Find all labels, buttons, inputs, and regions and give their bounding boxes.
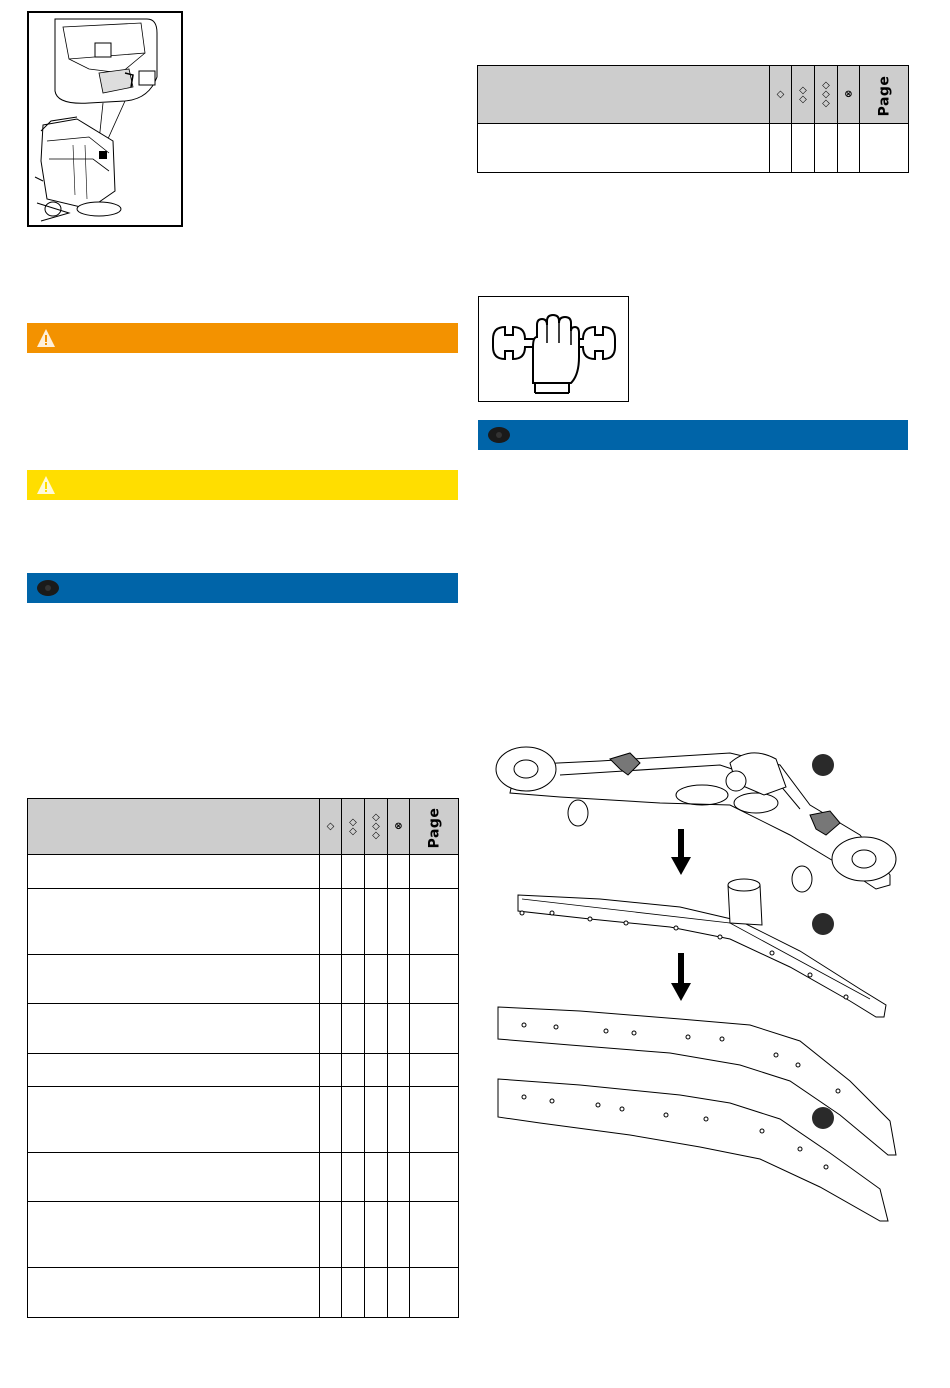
table-row (28, 1153, 459, 1202)
machine-illustration-frame (27, 11, 183, 227)
description-header (478, 66, 770, 124)
page-header: Page (410, 799, 459, 855)
safety-gloves-figure (478, 296, 629, 402)
daily-symbol-header: ◇ (770, 66, 792, 124)
glove-wrench-icon (479, 297, 628, 401)
maintenance-table-top (477, 65, 909, 173)
squeegee-exploded-figure (480, 735, 920, 1235)
floor-scrubber-illustration-icon (29, 13, 181, 225)
table-row (28, 1268, 459, 1318)
weekly-symbol-header: ◇◇ (792, 66, 815, 124)
table-row (478, 124, 909, 173)
info-icon (35, 578, 61, 598)
table-row (28, 1004, 459, 1054)
caution-band (27, 470, 458, 500)
callout-1-marker (812, 754, 834, 776)
warning-icon (35, 474, 57, 496)
callout-3-marker (812, 1107, 834, 1129)
table-row (28, 1202, 459, 1268)
page-header: Page (860, 66, 909, 124)
warning-band (27, 323, 458, 353)
service-symbol-header: ⊗ (838, 66, 860, 124)
down-arrow-icon (671, 953, 691, 1001)
table-row (28, 855, 459, 889)
table-row (28, 1087, 459, 1153)
squeegee-body-part (496, 747, 896, 892)
service-symbol-header: ⊗ (388, 799, 410, 855)
maintenance-table (27, 798, 459, 1318)
squeegee-blades-part (498, 1007, 896, 1221)
squeegee-exploded-illustration-icon (480, 735, 920, 1235)
info-icon (486, 425, 512, 445)
note-band (27, 573, 458, 603)
daily-symbol-header: ◇ (320, 799, 342, 855)
down-arrow-icon (671, 829, 691, 875)
callout-2-marker (812, 913, 834, 935)
table-row (28, 955, 459, 1004)
weekly-symbol-header: ◇◇ (342, 799, 365, 855)
monthly-symbol-header: ◇◇◇ (365, 799, 388, 855)
squeegee-frame-part (518, 879, 886, 1017)
description-header (28, 799, 320, 855)
table-row (28, 1054, 459, 1087)
warning-icon (35, 327, 57, 349)
note-band-right (478, 420, 908, 450)
table-row (28, 889, 459, 955)
monthly-symbol-header: ◇◇◇ (815, 66, 838, 124)
